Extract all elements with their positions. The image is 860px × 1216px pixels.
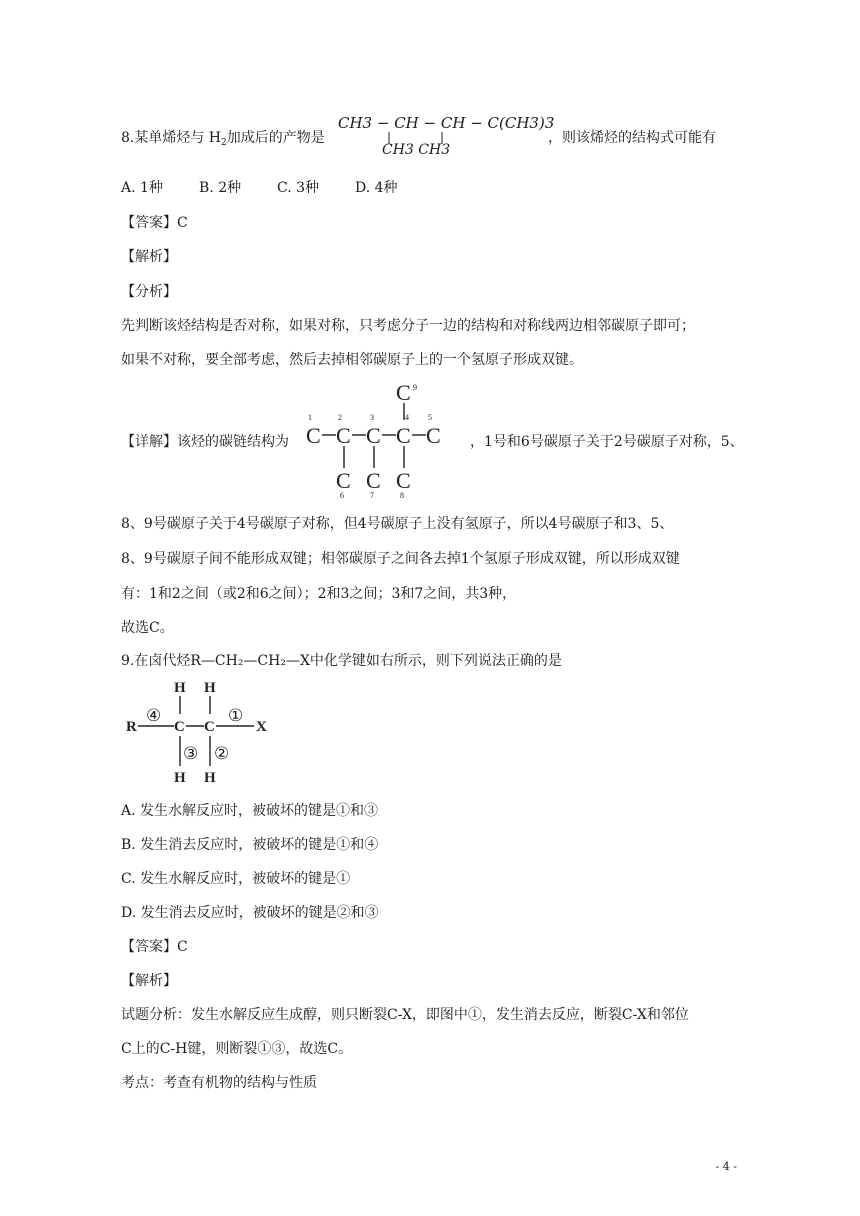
q9-option-c: C. 发生水解反应时，被破坏的键是① <box>121 871 351 887</box>
page-number: - 4 - <box>715 1160 737 1173</box>
svg-text:7: 7 <box>370 491 374 500</box>
svg-text:9: 9 <box>413 383 417 392</box>
svg-text:8: 8 <box>400 491 404 500</box>
svg-text:③: ③ <box>183 744 199 763</box>
q8-option-c: C. 3种 <box>277 180 320 196</box>
q9-kaodian: 考点：考查有机物的结构与性质 <box>121 1075 317 1091</box>
q8-option-a: A. 1种 <box>121 180 163 196</box>
q9-stem: 9.在卤代烃R—CH₂—CH₂—X中化学键如右所示，则下列说法正确的是 <box>121 653 562 669</box>
formula-branch-bonds <box>380 130 460 146</box>
carbon-5: C <box>426 423 441 448</box>
q8-fenxi-heading: 【分析】 <box>121 284 177 300</box>
svg-text:④: ④ <box>146 706 162 725</box>
svg-text:C: C <box>174 719 185 735</box>
q8-detail-line3: 8、9号碳原子间不能形成双键；相邻碳原子之间各去掉1个氢原子形成双键，所以形成双键 <box>121 551 680 567</box>
q8-detail-line5: 故选C。 <box>121 620 174 636</box>
svg-text:H: H <box>174 680 186 696</box>
carbon-1: C <box>306 423 321 448</box>
carbon-4: C <box>396 423 411 448</box>
q9-analysis-heading: 【解析】 <box>121 973 177 989</box>
svg-text:2: 2 <box>338 413 342 422</box>
svg-text:②: ② <box>214 744 230 763</box>
carbon-2: C <box>336 423 351 448</box>
q8-option-b: B. 2种 <box>199 180 242 196</box>
haloalkane-bond-diagram <box>118 678 278 788</box>
carbon-8: C <box>396 468 411 493</box>
carbon-chain-diagram <box>304 380 476 504</box>
svg-text:3: 3 <box>370 413 374 422</box>
carbon-3: C <box>366 423 381 448</box>
svg-text:H: H <box>204 770 216 786</box>
svg-text:5: 5 <box>428 413 432 422</box>
svg-text:①: ① <box>228 706 244 725</box>
product-formula-main: CH3 − CH − CH − C(CH3)3 <box>338 114 555 132</box>
q8-option-d: D. 4种 <box>355 180 398 196</box>
q9-option-d: D. 发生消去反应时，被破坏的键是②和③ <box>121 905 379 921</box>
q8-detail-line4: 有：1和2之间（或2和6之间）；2和3之间；3和7之间，共3种， <box>121 586 517 602</box>
q8-fenxi-line1: 先判断该烃结构是否对称，如果对称，只考虑分子一边的结构和对称线两边相邻碳原子即可； <box>121 318 695 334</box>
svg-text:1: 1 <box>308 413 312 422</box>
q8-stem-prefix: 8.某单烯烃与 H <box>121 130 222 146</box>
q8-stem <box>121 128 325 153</box>
q8-detail-suffix: ，1号和6号碳原子关于2号碳原子对称，5、 <box>470 434 744 450</box>
carbon-7: C <box>366 468 381 493</box>
q8-fenxi-line2: 如果不对称，要全部考虑，然后去掉相邻碳原子上的一个氢原子形成双键。 <box>121 352 583 368</box>
q9-option-b: B. 发生消去反应时，被破坏的键是①和④ <box>121 837 379 853</box>
svg-text:X: X <box>256 719 267 735</box>
q8-analysis-heading: 【解析】 <box>121 249 177 265</box>
svg-text:4: 4 <box>405 413 409 422</box>
svg-text:R: R <box>126 719 137 735</box>
q8-stem-mid: 加成后的产物是 <box>226 130 325 146</box>
svg-text:H: H <box>174 770 186 786</box>
svg-text:C: C <box>204 719 215 735</box>
q8-detail-prefix: 【详解】该烃的碳链结构为 <box>121 434 289 450</box>
svg-text:H: H <box>204 680 216 696</box>
svg-text:6: 6 <box>340 491 344 500</box>
q9-analysis-line2: C上的C-H键，则断裂①③，故选C。 <box>121 1041 353 1057</box>
q9-option-a: A. 发生水解反应时，被破坏的键是①和③ <box>121 803 379 819</box>
carbon-6: C <box>336 468 351 493</box>
h2-subscript: 2 <box>221 138 227 148</box>
q8-options <box>121 178 398 198</box>
q9-analysis-line1: 试题分析：发生水解反应生成醇，则只断裂C-X，即图中①，发生消去反应，断裂C-X和邻位 <box>121 1007 689 1023</box>
product-formula-branches: CH3 CH3 <box>382 142 451 158</box>
carbon-9: C <box>396 380 411 405</box>
q9-answer: 【答案】C <box>121 939 188 955</box>
q8-stem-suffix: ，则该烯烃的结构式可能有 <box>548 130 716 146</box>
q8-answer: 【答案】C <box>121 215 188 231</box>
q8-detail-line2: 8、9号碳原子关于4号碳原子对称，但4号碳原子上没有氢原子，所以4号碳原子和3、5、 <box>121 516 674 532</box>
